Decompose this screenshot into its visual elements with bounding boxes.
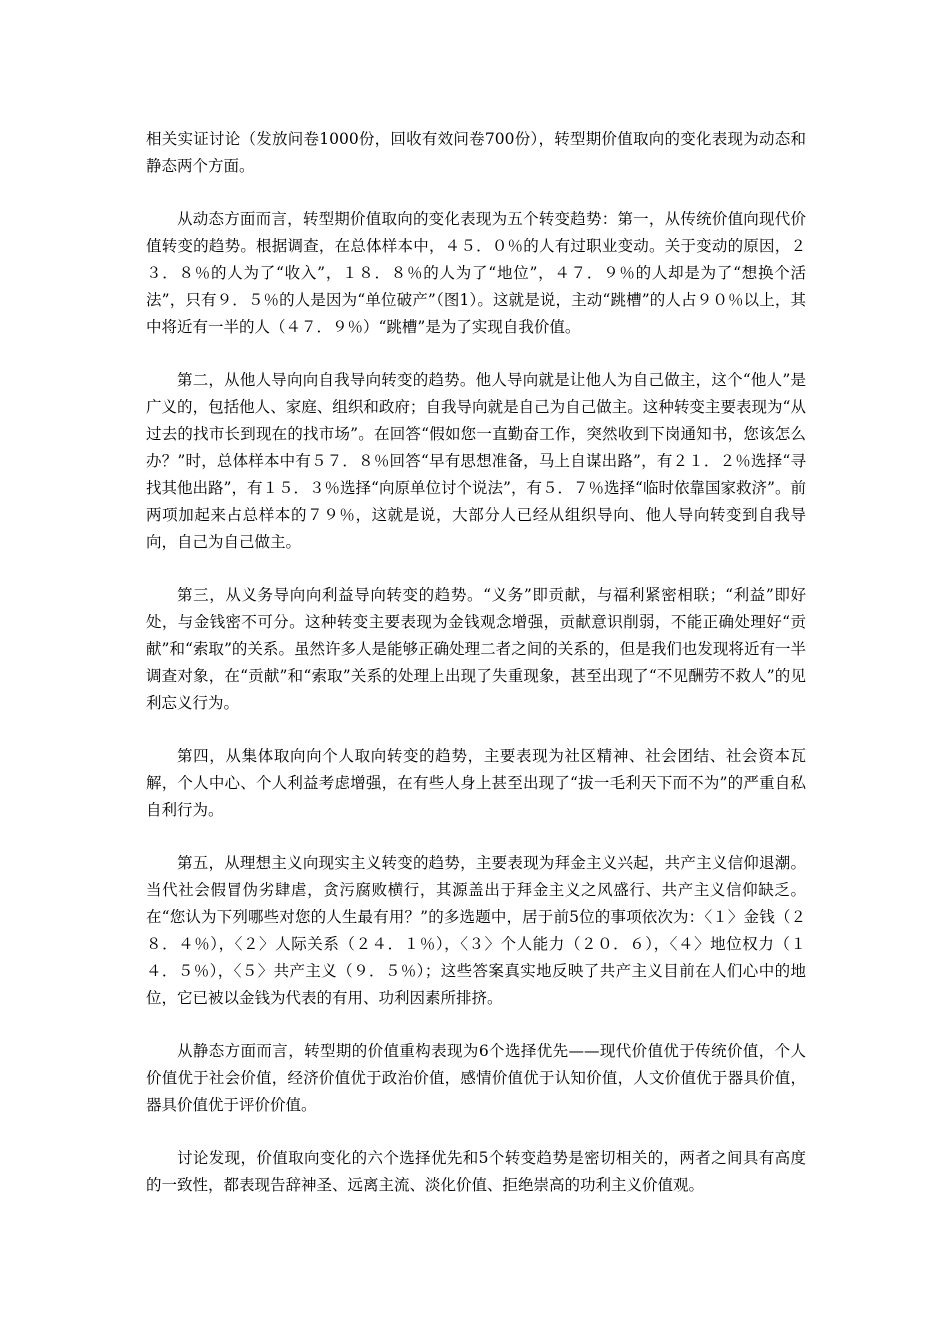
paragraph-trend-five: 第五，从理想主义向现实主义转变的趋势，主要表现为拜金主义兴起，共产主义信仰退潮。当代社会假冒伪劣肆虐，贪污腐败横行，其源盖出于拜金主义之风盛行、共产主义信仰缺乏。在“您认为下列哪些对您的人生最有用？”的多选题中，居于前5位的事项依次为：〈１〉金钱（２８．４％），〈２〉人际关系（２４．１％），〈３〉个人能力（２０．６），〈４〉地位权力（１４．５％），〈５〉共产主义（９．５％）；这些答案真实地反映了共产主义目前在人们心中的地位，它已被以金钱为代表的有用、功利因素所排挤。	[146, 854, 806, 1007]
paragraph-static-overview: 从静态方面而言，转型期的价值重构表现为6个选择优先——现代价值优于传统价值，个人价值优于社会价值，经济价值优于政治价值，感情价值优于认知价值，人文价值优于器具价值，器具价值优于评价价值。	[146, 1042, 806, 1114]
paragraph-trend-four: 第四，从集体取向向个人取向转变的趋势，主要表现为社区精神、社会团结、社会资本瓦解，个人中心、个人利益考虑增强，在有些人身上甚至出现了“拔一毛利天下而不为”的严重自私自利行为。	[146, 747, 806, 819]
document-page	[146, 126, 806, 1225]
paragraph-trend-two: 第二，从他人导向向自我导向转变的趋势。他人导向就是让他人为自己做主，这个“他人”是广义的，包括他人、家庭、组织和政府；自我导向就是自己为自己做主。这种转变主要表现为“从过去的找市长到现在的找市场”。在回答“假如您一直勤奋工作，突然收到下岗通知书，您该怎么办？”时，总体样本中有５７．８％回答“早有思想准备，马上自谋出路”，有２１．２％选择“寻找其他出路”，有１５．３％选择“向原单位讨个说法”，有５．７％选择“临时依靠国家救济”。前两项加起来占总样本的７９％，这就是说，大部分人已经从组织导向、他人导向转变到自我导向，自己为自己做主。	[146, 371, 806, 551]
paragraph-dynamic-overview: 从动态方面而言，转型期价值取向的变化表现为五个转变趋势：第一，从传统价值向现代价值转变的趋势。根据调查，在总体样本中，４５．０％的人有过职业变动。关于变动的原因，２３．８％的人为了“收入”，１８．８％的人为了“地位”，４７．９％的人却是为了“想换个活法”，只有９．５％的人是因为“单位破产”（图1）。这就是说，主动“跳槽”的人占９０％以上，其中将近有一半的人（４７．９％）“跳槽”是为了实现自我价值。	[146, 210, 806, 336]
paragraph-intro: 相关实证讨论（发放问卷1000份，回收有效问卷700份），转型期价值取向的变化表现为动态和静态两个方面。	[146, 130, 806, 175]
paragraph-conclusion: 讨论发现，价值取向变化的六个选择优先和5个转变趋势是密切相关的，两者之间具有高度的一致性，都表现告辞神圣、远离主流、淡化价值、拒绝崇高的功利主义价值观。	[146, 1149, 806, 1194]
paragraph-trend-three: 第三，从义务导向向利益导向转变的趋势。“义务”即贡献，与福利紧密相联；“利益”即好处，与金钱密不可分。这种转变主要表现为金钱观念增强，贡献意识削弱，不能正确处理好“贡献”和“索取”的关系。虽然许多人是能够正确处理二者之间的关系的，但是我们也发现将近有一半调查对象，在“贡献”和“索取”关系的处理上出现了失重现象，甚至出现了“不见酬劳不救人”的见利忘义行为。	[146, 586, 806, 712]
